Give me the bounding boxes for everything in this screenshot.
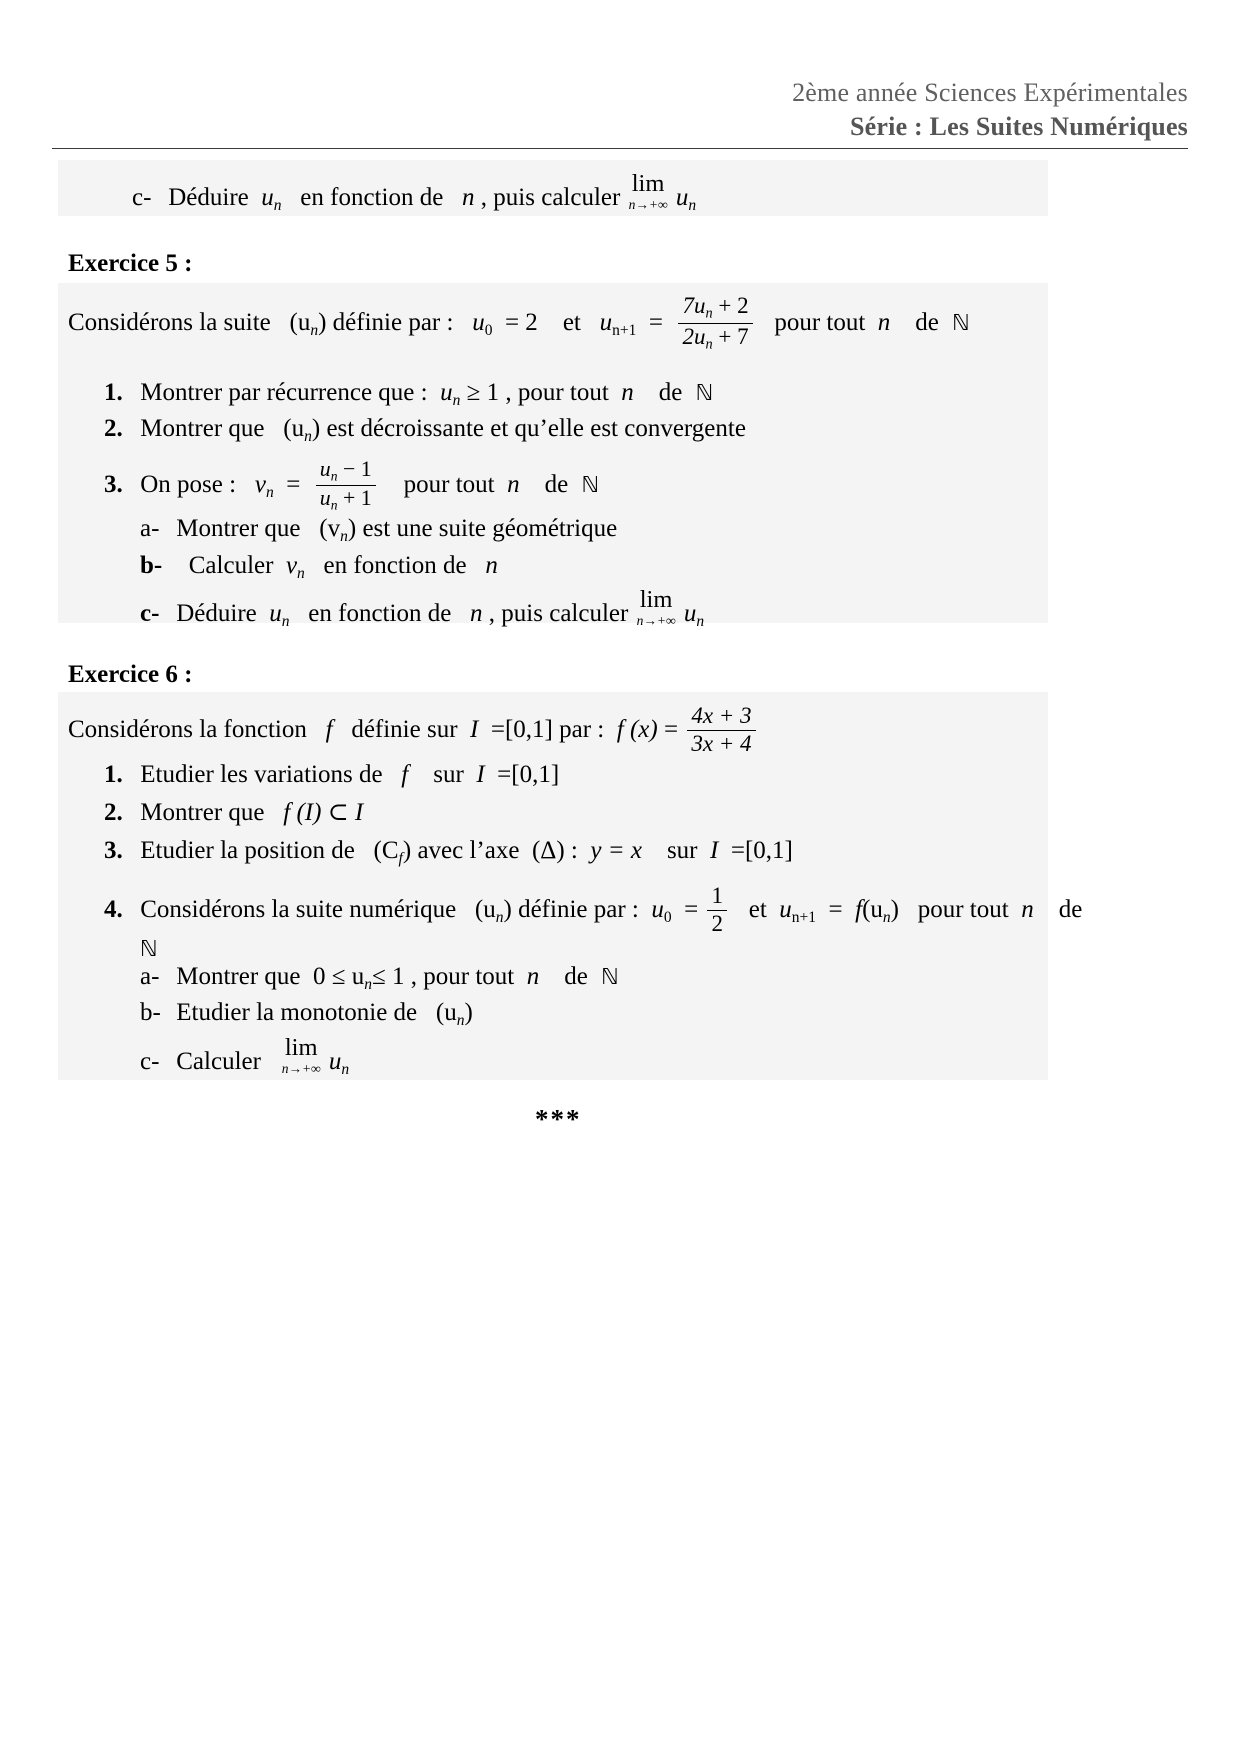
ex5-item2-seq-sub: n	[304, 427, 312, 445]
ex6-fraction-denominator: 3x + 4	[691, 730, 752, 756]
ex5-intro-text-1: Considérons la suite	[68, 309, 271, 337]
exercise5-subitem-c	[140, 588, 704, 637]
ex5-item3-number: 3.	[104, 470, 123, 498]
ex6-item4-u0-sub: 0	[663, 909, 672, 927]
ex6-sub-a-expr: 0 ≤ u	[313, 963, 365, 990]
ex5-u0-eq: = 2	[504, 309, 538, 337]
ex5-item1-relation: ≥ 1	[466, 379, 500, 406]
ex5-un1-sub: n+1	[612, 322, 637, 340]
ex5-sub-a-text-2: est une suite géométrique	[362, 515, 618, 542]
ex5-item2-seq-close: )	[311, 415, 321, 442]
header-divider	[52, 148, 1188, 149]
ex5-sub-c-text-3: , puis calculer	[488, 599, 629, 627]
ex6-fx-eq: =	[663, 716, 679, 744]
exercise6-item-3	[104, 836, 793, 874]
ex5-item3-var-n: n	[507, 470, 520, 498]
ex6-limit-lim-label: lim	[284, 1034, 318, 1061]
ex5-item2-number: 2.	[104, 415, 123, 442]
ex6-item1-number: 1.	[104, 761, 123, 788]
ex5-intro-var-n: n	[877, 309, 891, 337]
ex6-limit-argument-sub: n	[341, 1060, 350, 1078]
ex5-seq-sub: n	[310, 322, 319, 340]
ex6-item4-seq-sub: n	[495, 909, 504, 927]
ex6-interval-eq: =	[490, 716, 505, 744]
ex6-limit-subscript: n→+∞	[281, 1060, 321, 1076]
ex6-item1-text-1: Etudier les variations de	[140, 761, 383, 788]
ex5-item3-text-3: de	[544, 470, 569, 498]
ex5-sub-c-var-n: n	[470, 599, 483, 627]
ex6-sub-a-var-n: n	[526, 963, 540, 990]
ex6-limit-operator	[282, 1036, 321, 1075]
ex5-limit-subscript: n→+∞	[636, 612, 676, 628]
ex5-intro-text-4: pour tout	[774, 309, 866, 337]
ex6-sub-b-label: b-	[140, 999, 161, 1026]
ex6-sub-a-expr-sub: n	[364, 975, 373, 993]
ex6-item4-seq-open: (u	[474, 896, 496, 924]
carryover-text-3: , puis calculer	[480, 183, 621, 211]
ex5-sub-c-u-sub: n	[281, 612, 290, 630]
ex5-sub-b-v-sub: n	[297, 564, 305, 582]
ex5-seq-open: (u	[289, 309, 311, 337]
ex5-sub-c-label: c-	[140, 599, 160, 627]
ex5-un1: u	[599, 309, 613, 337]
ex6-item4-un1-arg-sub: n	[882, 909, 891, 927]
exercise5-subitem-b	[140, 551, 498, 589]
ex6-intro-text-3: par :	[559, 716, 605, 744]
ex6-item3-text-3: sur	[666, 837, 698, 864]
ex5-eq: =	[648, 309, 663, 337]
ex5-sub-a-seq-close: )	[347, 515, 357, 542]
ex5-item3-eq: =	[286, 470, 301, 498]
ex5-vn-numerator: $u_n - 1$	[316, 458, 376, 486]
ex5-item1-u-sub: n	[452, 391, 461, 409]
ex5-u0-sub: 0	[484, 322, 493, 340]
ex6-item4-u0: u	[651, 896, 664, 924]
limit-lim-label: lim	[631, 170, 665, 197]
ex5-sub-b-text-1: Calculer	[188, 552, 274, 579]
ex6-sub-a-text-2: , pour tout	[410, 963, 515, 990]
ex5-limit-operator	[637, 588, 676, 627]
ex5-seq-close: )	[318, 309, 327, 337]
ex6-delta-eq: y = x	[590, 837, 642, 864]
ex6-fraction-numerator: 4x + 3	[687, 704, 755, 731]
ex6-item2-text-1: Montrer que	[140, 799, 265, 826]
ex6-item2-expression: f (I) ⊂ I	[283, 799, 364, 826]
ex6-item4-text-1: Considérons la suite numérique	[140, 896, 457, 924]
exercise6-item-4	[104, 884, 1082, 937]
ex6-item4-number: 4.	[104, 896, 123, 924]
ex6-item4-un1: u	[779, 896, 792, 924]
ex6-sub-c-label: c-	[140, 1047, 160, 1075]
ex6-item4-seq-close: )	[503, 896, 512, 924]
limit-operator	[629, 172, 668, 211]
ex5-recurrence-fraction	[678, 294, 752, 353]
ex5-limit-argument-sub: n	[696, 612, 705, 630]
carryover-text-2: en fonction de	[300, 183, 444, 211]
ex6-item1-eq: =	[497, 761, 512, 788]
ex6-item4-un1-eq: =	[828, 896, 843, 924]
ex6-u0-numerator: 1	[707, 884, 727, 911]
ex5-sub-a-label: a-	[140, 515, 160, 542]
exercise6-subitem-a	[140, 962, 619, 1000]
ex6-item1-f: f	[401, 761, 409, 788]
ex6-sub-a-text-1: Montrer que	[176, 963, 301, 990]
ex6-item4-un1-arg-close: )	[890, 896, 899, 924]
exercise5-item-3	[104, 458, 599, 513]
ex5-item1-var-n: n	[621, 379, 634, 406]
ex6-cf-sub: f	[398, 849, 403, 867]
ex5-item2-seq-open: (u	[283, 415, 305, 442]
ex6-function-fraction	[687, 704, 755, 757]
ex6-item3-number: 3.	[104, 837, 123, 864]
ex6-item3-I: I	[710, 837, 719, 864]
ex6-fx-arg: (x)	[629, 716, 658, 744]
ex6-item4-u0-eq: =	[684, 896, 699, 924]
ex5-sub-a-seq-sub: n	[340, 527, 348, 545]
ex5-intro-text-3: et	[562, 309, 581, 337]
ex5-limit-argument: u	[683, 599, 697, 627]
ex5-item1-u: u	[440, 379, 453, 406]
exercise6-title: Exercice 6 :	[68, 661, 193, 688]
ex6-sub-b-seq-sub: n	[456, 1011, 465, 1029]
exercise6-intro	[68, 704, 759, 757]
ex6-sub-a-expr-rest: ≤ 1	[372, 963, 405, 990]
ex6-function-f: f	[325, 716, 333, 744]
ex5-vn-fraction	[316, 458, 376, 513]
ex5-item3-text-2: pour tout	[403, 470, 495, 498]
ex5-item3-text-1: On pose :	[140, 470, 237, 498]
ex6-item3-text-1: Etudier la position de	[140, 837, 355, 864]
ex6-item4-text-2: définie par :	[518, 896, 639, 924]
carryover-item-label: c-	[132, 183, 152, 211]
ex5-sub-b-v: v	[285, 552, 298, 579]
carryover-var-u: u	[261, 183, 274, 211]
header-subtitle: 2ème année Sciences Expérimentales	[792, 78, 1188, 107]
ex5-intro-set-n: ℕ	[952, 311, 970, 337]
ex6-item4-un1-f: f	[855, 896, 863, 924]
ex6-item4-text-3: et	[748, 896, 767, 924]
ex6-item4-text-5: de	[1058, 896, 1083, 924]
exercise5-item-2	[104, 414, 746, 452]
ex5-item1-text-3: de	[658, 379, 683, 406]
document-header	[52, 76, 1188, 144]
ex6-item4-un1-arg: (u	[862, 896, 883, 924]
ex5-sub-b-var-n: n	[485, 552, 498, 579]
ex5-item1-number: 1.	[104, 379, 123, 406]
ex6-fx-f: f	[616, 716, 624, 744]
limit-argument: u	[675, 183, 689, 211]
ex6-sub-a-text-3: de	[564, 963, 588, 990]
ex6-intro-text-2: définie sur	[351, 716, 458, 744]
ex5-item2-text-1: Montrer que	[140, 415, 265, 442]
exercise6-subitem-c	[140, 1036, 349, 1085]
carryover-text-1: Déduire	[168, 183, 249, 211]
ex6-item4-un1-sub: n+1	[791, 909, 817, 927]
ex5-sub-c-text-2: en fonction de	[308, 599, 452, 627]
ex6-item4-set-n: ℕ	[140, 937, 158, 962]
limit-subscript: n→+∞	[628, 196, 668, 212]
ex6-item3-eq: =	[730, 837, 745, 864]
ex6-cf-close: )	[402, 837, 412, 864]
exercise6-item-1	[104, 760, 559, 790]
ex5-sub-b-text-2: en fonction de	[323, 552, 467, 579]
limit-argument-sub: n	[688, 196, 697, 214]
ex5-sub-c-u: u	[269, 599, 282, 627]
ex6-sub-b-text-1: Etudier la monotonie de	[176, 999, 418, 1026]
ex6-interval-I: I	[470, 716, 479, 744]
ex6-intro-text-1: Considérons la fonction	[68, 716, 307, 744]
ex5-sub-a-text-1: Montrer que	[176, 515, 301, 542]
ex6-item1-set: [0,1]	[511, 761, 560, 788]
exercise6-subitem-b	[140, 998, 473, 1036]
ex5-intro-text-5: de	[915, 309, 939, 337]
ex6-item1-text-2: sur	[433, 761, 464, 788]
ex5-sub-c-text-1: Déduire	[176, 599, 257, 627]
ex5-vn-denominator: $u_n + 1$	[319, 485, 372, 513]
ex5-sub-b-label: b-	[140, 552, 163, 579]
ex6-sub-c-text-1: Calculer	[176, 1047, 261, 1075]
carryover-var-u-sub: n	[273, 196, 282, 214]
ex6-item3-set: [0,1]	[744, 837, 793, 864]
ex6-sub-b-seq-open: (u	[435, 999, 457, 1026]
ex6-item4-var-n: n	[1021, 896, 1034, 924]
ex5-fraction-denominator: $2u_n + 7$	[682, 323, 749, 353]
ex5-u0: u	[472, 309, 485, 337]
ex6-item2-number: 2.	[104, 799, 123, 826]
ex6-cf-open: (C	[373, 837, 399, 864]
exercise6-item-4-continuation	[140, 934, 158, 965]
ex5-item3-v: v	[254, 470, 266, 498]
ex6-item1-I: I	[476, 761, 485, 788]
ex6-item4-text-4: pour tout	[917, 896, 1009, 924]
ex6-limit-argument: u	[328, 1047, 342, 1075]
ex6-sub-b-seq-close: )	[464, 999, 473, 1026]
ex5-fraction-numerator: $7u_n + 2$	[678, 294, 752, 324]
ex5-item3-v-sub: n	[265, 483, 274, 501]
ex6-item3-text-2: avec l’axe	[417, 837, 520, 864]
carryover-item-c	[132, 172, 696, 221]
ex6-u0-fraction	[707, 884, 727, 937]
ex6-delta: (Δ) :	[531, 837, 578, 864]
ex6-interval-set: [0,1]	[504, 716, 553, 744]
ex5-sub-a-seq-open: (v	[319, 515, 341, 542]
ex5-item1-set-n: ℕ	[695, 381, 714, 406]
ex6-u0-denominator: 2	[711, 910, 723, 936]
exercise6-item-2	[104, 798, 363, 828]
ex6-sub-a-label: a-	[140, 963, 160, 990]
exercise5-subitem-a	[140, 514, 617, 552]
footer-stars: ***	[535, 1104, 582, 1134]
ex5-item3-set-n: ℕ	[581, 472, 600, 498]
ex5-item1-text-1: Montrer par récurrence que :	[140, 379, 428, 406]
exercise5-item-1	[104, 378, 713, 416]
carryover-var-n: n	[462, 183, 475, 211]
header-title: Série : Les Suites Numériques	[850, 112, 1188, 141]
ex6-sub-a-set-n: ℕ	[601, 965, 619, 990]
exercise5-title: Exercice 5 :	[68, 250, 193, 277]
ex5-item2-text-2: est décroissante et qu’elle est convergente	[326, 415, 746, 442]
ex5-item1-text-2: , pour tout	[505, 379, 609, 406]
ex5-limit-lim-label: lim	[639, 586, 673, 613]
ex5-intro-text-2: définie par :	[332, 309, 454, 337]
exercise5-intro	[68, 294, 970, 353]
